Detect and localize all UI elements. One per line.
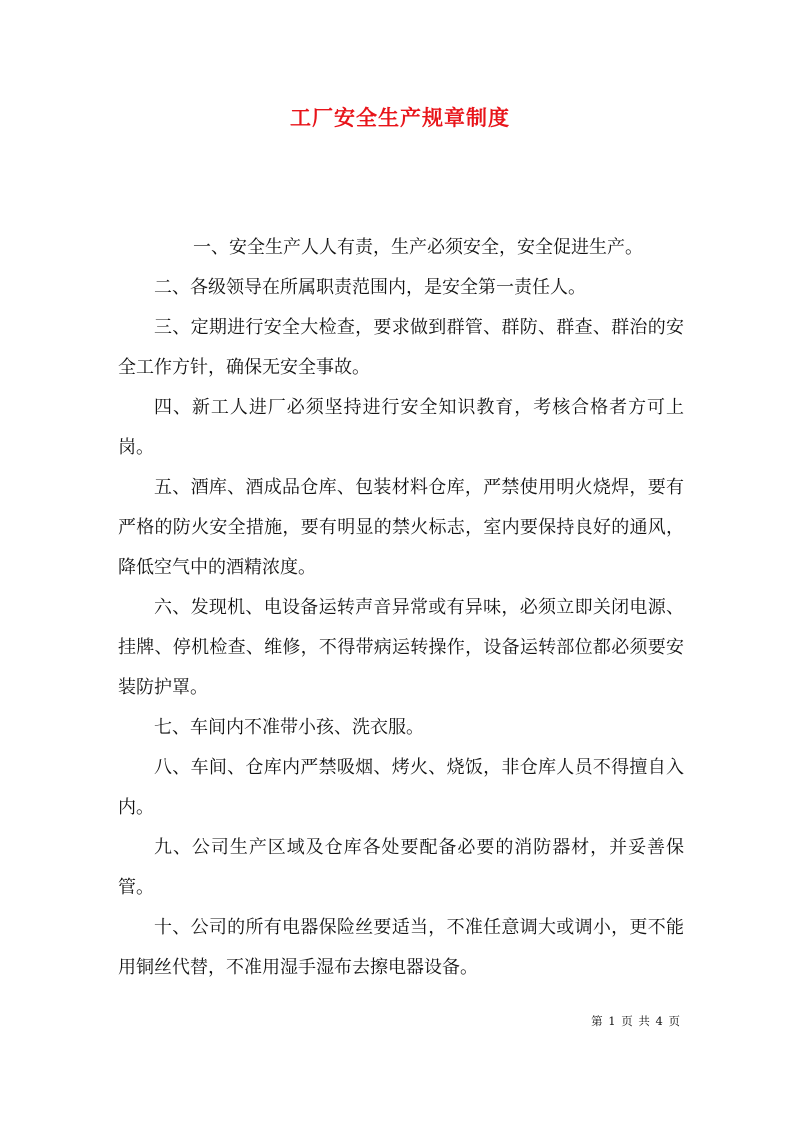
paragraph-2: 二、各级领导在所属职责范围内，是安全第一责任人。 <box>154 277 586 298</box>
paragraph-3: 三、定期进行安全大检查，要求做到群管、群防、群查、群治的安全工作方针，确保无安全事故。 <box>118 317 684 378</box>
page-number: 第 1 页 共 4 页 <box>591 1014 681 1028</box>
document-title: 工厂安全生产规章制度 <box>290 105 510 130</box>
document-body <box>118 228 684 988</box>
paragraph-6: 六、发现机、电设备运转声音异常或有异味，必须立即关闭电源、挂牌、停机检查、维修，不得带病运转操作，设备运转部位都必须要安装防护罩。 <box>118 597 684 698</box>
paragraph-4: 四、新工人进厂必须坚持进行安全知识教育，考核合格者方可上岗。 <box>118 397 684 458</box>
paragraph-7: 七、车间内不准带小孩、洗衣服。 <box>154 717 424 738</box>
paragraph-5: 五、酒库、酒成品仓库、包装材料仓库，严禁使用明火烧焊，要有严格的防火安全措施，要有明显的禁火标志，室内要保持良好的通风，降低空气中的酒精浓度。 <box>118 477 684 578</box>
paragraph-9: 九、公司生产区域及仓库各处要配备必要的消防器材，并妥善保管。 <box>118 837 684 898</box>
paragraph-1: 一、安全生产人人有责，生产必须安全，安全促进生产。 <box>193 237 643 258</box>
paragraph-8: 八、车间、仓库内严禁吸烟、烤火、烧饭，非仓库人员不得擅自入内。 <box>118 757 684 818</box>
paragraph-10: 十、公司的所有电器保险丝要适当，不准任意调大或调小，更不能用铜丝代替，不准用湿手湿布去擦电器设备。 <box>118 917 684 978</box>
